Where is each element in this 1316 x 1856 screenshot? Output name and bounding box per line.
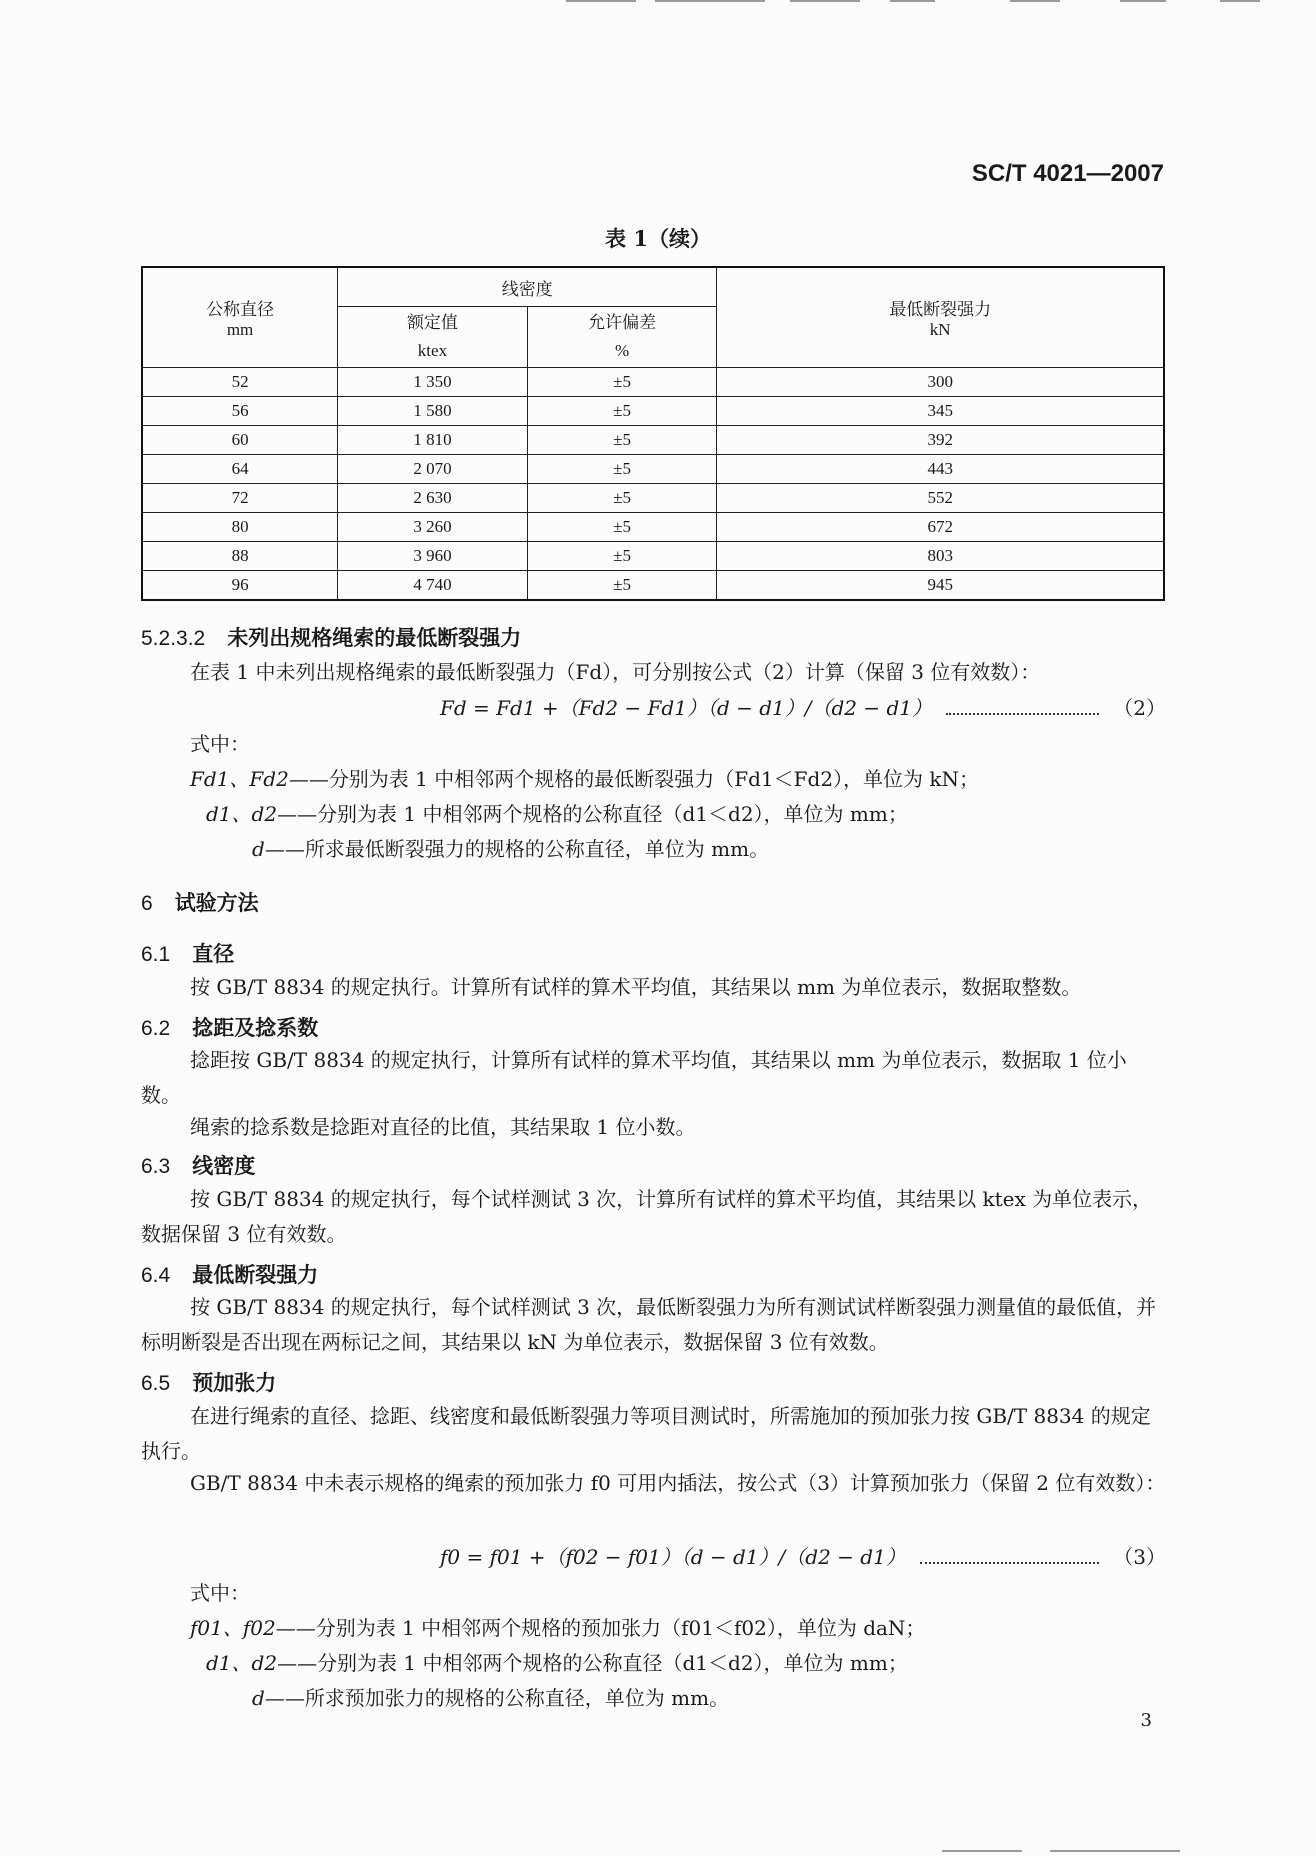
header-rated: 额定值 ktex bbox=[338, 307, 528, 368]
header-strength: 最低断裂强力 kN bbox=[717, 267, 1164, 368]
definition: d1、d2——分别为表 1 中相邻两个规格的公称直径（d1＜d2），单位为 mm； bbox=[206, 802, 908, 826]
where-label: 式中： bbox=[190, 732, 250, 756]
heading-6-5: 6.5 预加张力 bbox=[141, 1370, 277, 1395]
table-row: 96 4 740 ±5 945 bbox=[142, 571, 1164, 601]
table-row: 88 3 960 ±5 803 bbox=[142, 542, 1164, 571]
formula-2: Fd = Fd1 +（Fd2 − Fd1）（d − d1）/（d2 − d1） （2） bbox=[440, 696, 1166, 720]
table-row: 72 2 630 ±5 552 bbox=[142, 484, 1164, 513]
scan-edge-line bbox=[655, 0, 765, 2]
header-tolerance: 允许偏差 % bbox=[527, 307, 717, 368]
paragraph: 按 GB/T 8834 的规定执行，每个试样测试 3 次，最低断裂强力为所有测试试样断裂强力测量值的最低值，并标明断裂是否出现在两标记之间，其结果以 kN 为单位表示，数据保留 3 位有效数。 bbox=[141, 1295, 1157, 1354]
standard-code: SC/T 4021—2007 bbox=[971, 160, 1164, 187]
paragraph: 按 GB/T 8834 的规定执行。计算所有试样的算术平均值，其结果以 mm 为单位表示，数据取整数。 bbox=[190, 975, 1082, 999]
table-row: 80 3 260 ±5 672 bbox=[142, 513, 1164, 542]
scan-edge-line bbox=[1120, 0, 1166, 2]
definition: d——所求预加张力的规格的公称直径，单位为 mm。 bbox=[252, 1686, 730, 1710]
paragraph: 按 GB/T 8834 的规定执行，每个试样测试 3 次，计算所有试样的算术平均值，其结果以 ktex 为单位表示，数据保留 3 位有效数。 bbox=[141, 1187, 1153, 1246]
scan-edge-line bbox=[790, 0, 860, 2]
scan-edge-line bbox=[942, 1850, 1022, 1852]
paragraph: 捻距按 GB/T 8834 的规定执行，计算所有试样的算术平均值，其结果以 mm 为单位表示，数据取 1 位小数。 bbox=[141, 1048, 1127, 1107]
table-row: 60 1 810 ±5 392 bbox=[142, 426, 1164, 455]
paragraph: GB/T 8834 中未表示规格的绳索的预加张力 f0 可用内插法，按公式（3）计算预加张力（保留 2 位有效数）： bbox=[190, 1471, 1166, 1495]
paragraph: 绳索的捻系数是捻距对直径的比值，其结果取 1 位小数。 bbox=[190, 1115, 696, 1139]
heading-6: 6 试验方法 bbox=[141, 890, 259, 915]
scan-edge-line bbox=[1050, 1850, 1180, 1852]
formula-3: f0 = f01 +（f02 − f01）（d − d1）/（d2 − d1） （3） bbox=[440, 1545, 1166, 1569]
definition: f01、f02——分别为表 1 中相邻两个规格的预加张力（f01＜f02），单位为 daN； bbox=[190, 1616, 926, 1640]
header-diameter: 公称直径 mm bbox=[142, 267, 338, 368]
page-number: 3 bbox=[1140, 1710, 1152, 1731]
heading-6-1: 6.1 直径 bbox=[141, 941, 235, 966]
heading-6-4: 6.4 最低断裂强力 bbox=[141, 1262, 319, 1287]
scan-edge-line bbox=[566, 0, 636, 2]
table-row: 64 2 070 ±5 443 bbox=[142, 455, 1164, 484]
heading-6-2: 6.2 捻距及捻系数 bbox=[141, 1015, 319, 1040]
paragraph: 在进行绳索的直径、捻距、线密度和最低断裂强力等项目测试时，所需施加的预加张力按 GB/T 8834 的规定执行。 bbox=[141, 1404, 1151, 1463]
spec-table bbox=[141, 266, 1165, 601]
leader-dots bbox=[920, 1562, 1099, 1564]
paragraph: 在表 1 中未列出规格绳索的最低断裂强力（Fd），可分别按公式（2）计算（保留 3 位有效数）： bbox=[190, 660, 1041, 684]
scan-edge-line bbox=[1010, 0, 1060, 2]
definition: d——所求最低断裂强力的规格的公称直径，单位为 mm。 bbox=[252, 837, 770, 861]
definition: d1、d2——分别为表 1 中相邻两个规格的公称直径（d1＜d2），单位为 mm； bbox=[206, 1651, 908, 1675]
header-density: 线密度 bbox=[338, 267, 717, 307]
heading-6-3: 6.3 线密度 bbox=[141, 1153, 256, 1178]
heading-5-2-3-2: 5.2.3.2 未列出规格绳索的最低断裂强力 bbox=[141, 625, 522, 650]
table-caption: 表 1（续） bbox=[605, 226, 711, 251]
leader-dots bbox=[946, 713, 1099, 715]
where-label: 式中： bbox=[190, 1581, 250, 1605]
table-row: 56 1 580 ±5 345 bbox=[142, 397, 1164, 426]
scan-edge-line bbox=[890, 0, 935, 2]
definition: Fd1、Fd2——分别为表 1 中相邻两个规格的最低断裂强力（Fd1＜Fd2），单位为 kN； bbox=[190, 767, 980, 791]
table-row: 52 1 350 ±5 300 bbox=[142, 368, 1164, 397]
scan-edge-line bbox=[1220, 0, 1260, 2]
